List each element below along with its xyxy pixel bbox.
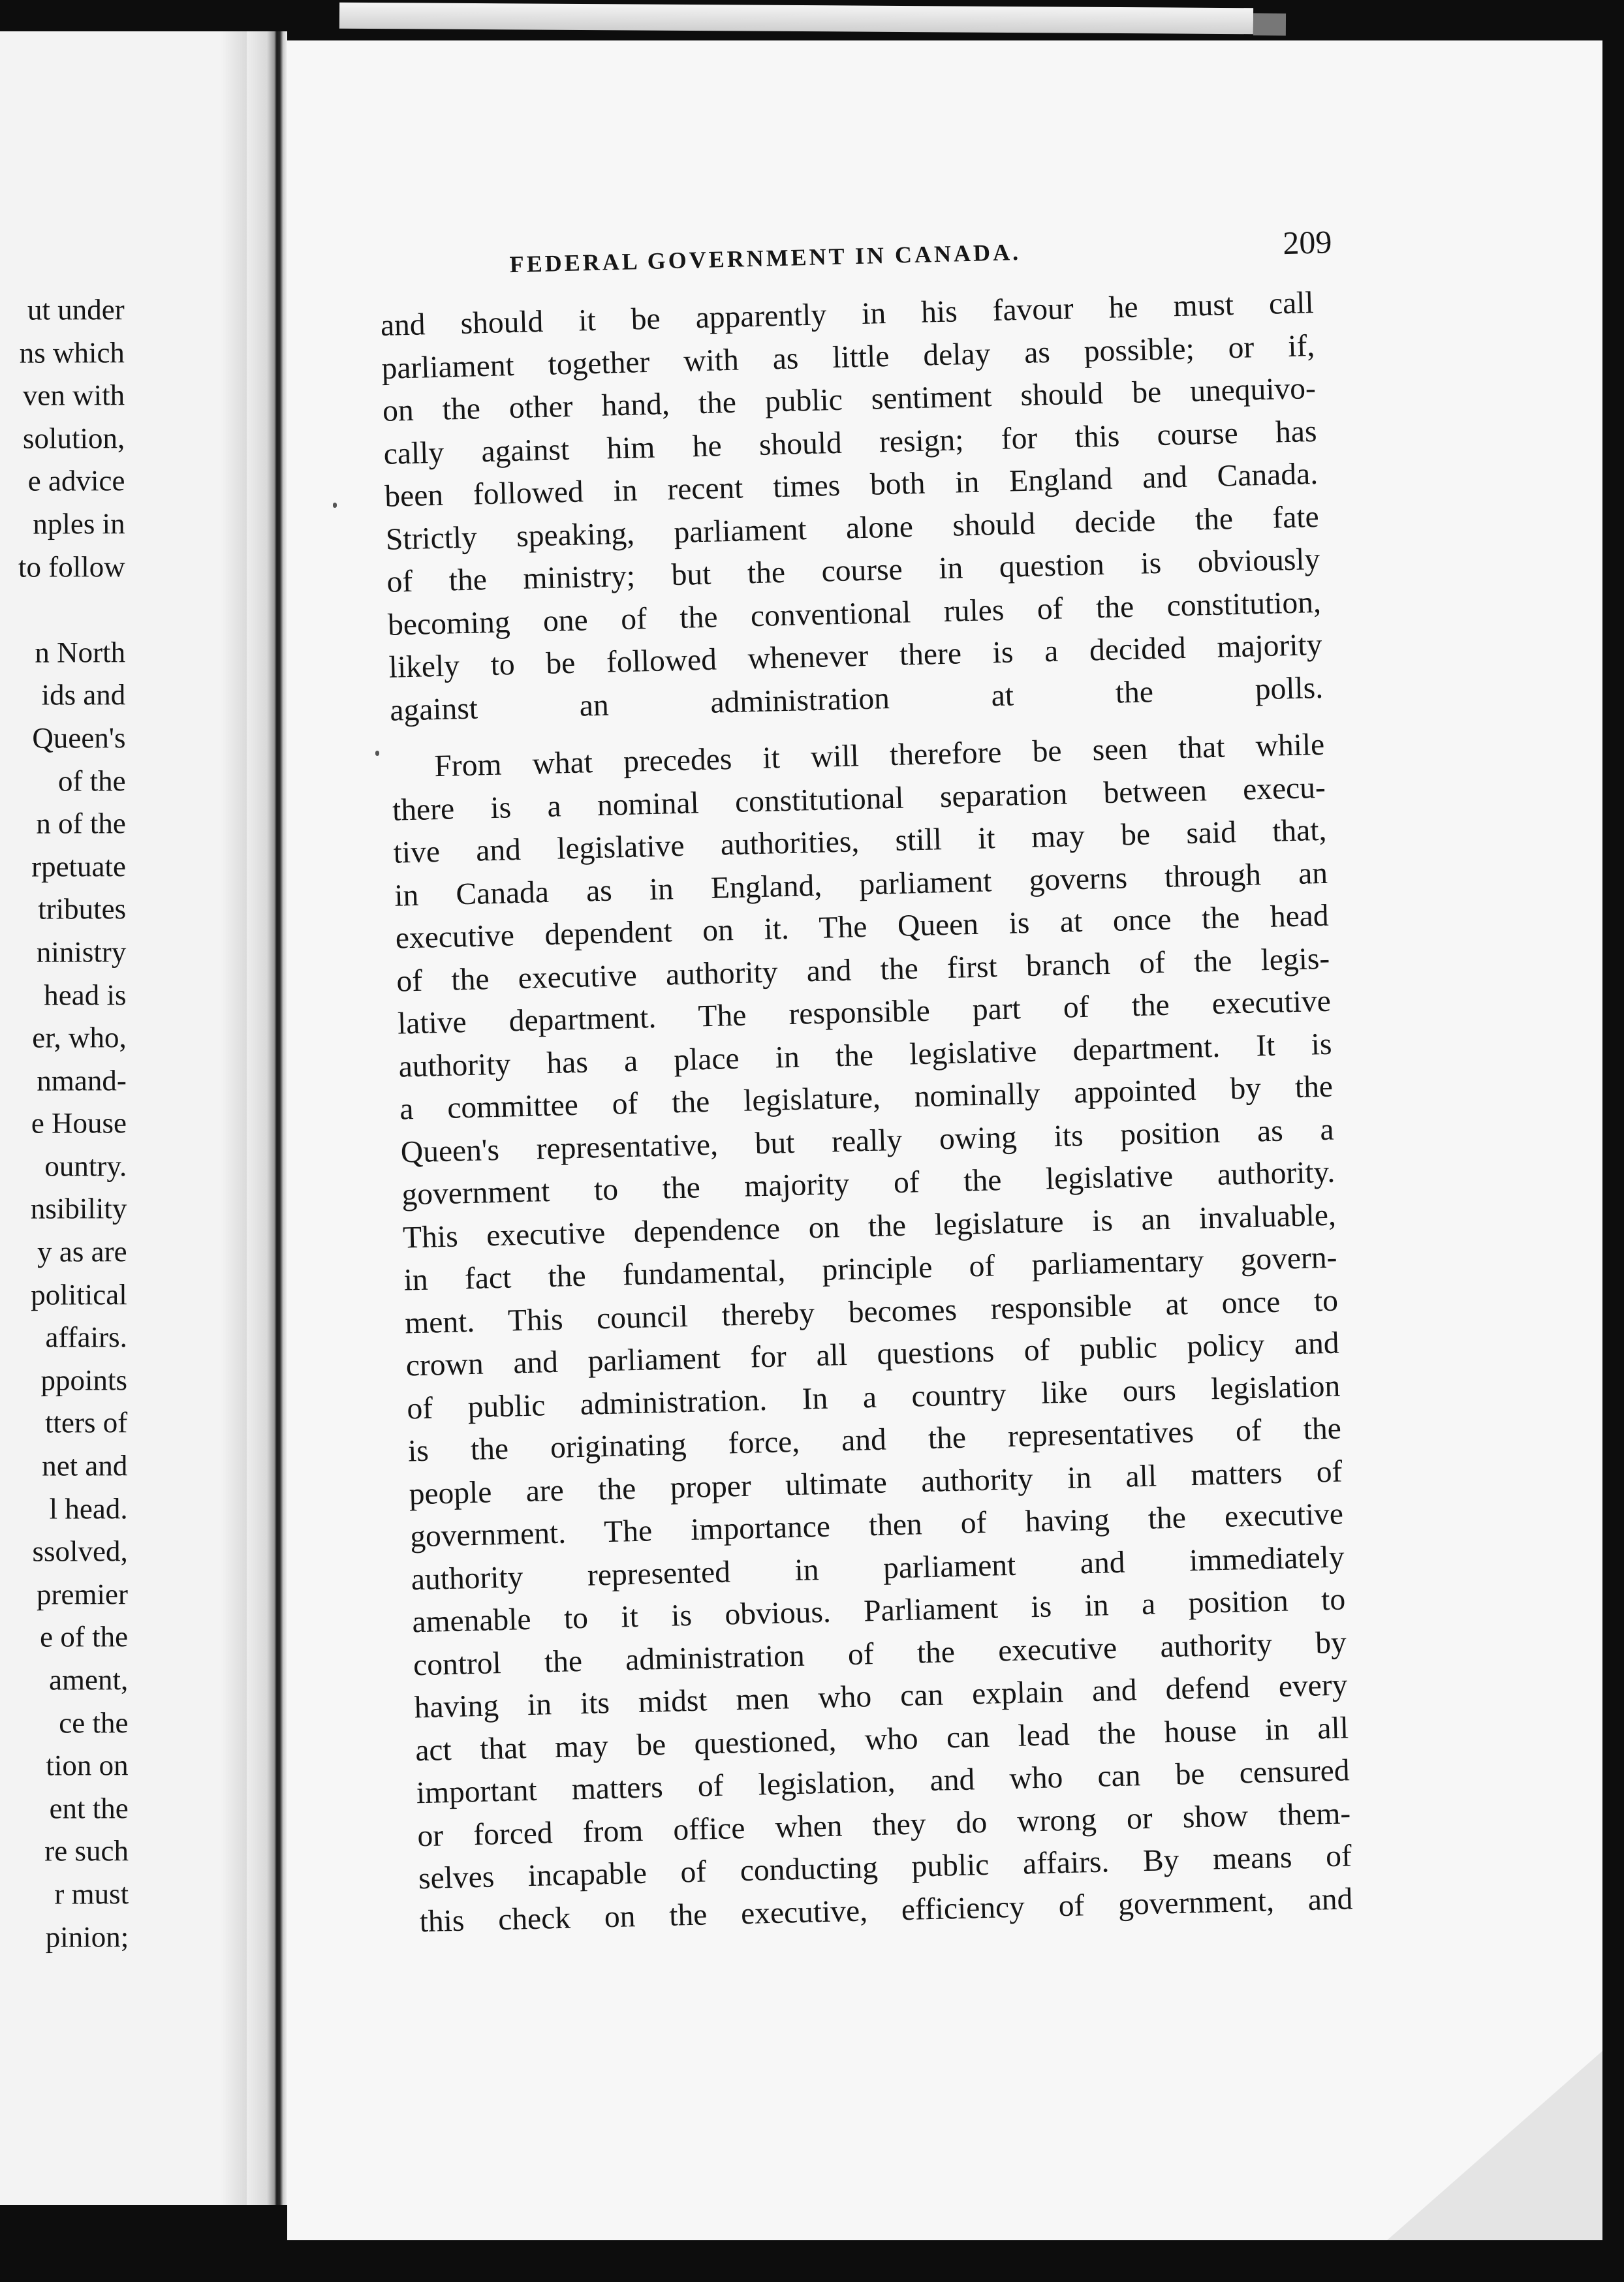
main-page: [287, 40, 1602, 2240]
body-line: is the originating force, and the representatives of the: [407, 1411, 1342, 1469]
body-line: there is a nominal constitutional separation between execu-: [392, 770, 1326, 828]
left-page-line: n of the: [36, 807, 126, 840]
page-text-block: [379, 223, 1353, 1943]
body-line: act that may be questioned, who can lead the house in all: [414, 1710, 1349, 1768]
left-page-line: l head.: [49, 1492, 128, 1525]
body-line: and should it be apparently in his favour he must call: [380, 286, 1315, 343]
left-page-line: nmand-: [37, 1063, 127, 1097]
body-line: This executive dependence on the legislature is an invaluable,: [402, 1198, 1337, 1255]
body-line: authority has a place in the legislative department. It is: [398, 1027, 1332, 1084]
left-page-line: head is: [44, 978, 127, 1012]
body-line: tive and legislative authorities, still it may be said that,: [393, 813, 1327, 870]
left-page-line: er, who,: [32, 1021, 127, 1054]
body-line: on the other hand, the public sentiment should be unequivo-: [382, 371, 1317, 428]
print-speck: [333, 503, 337, 508]
body-line: likely to be followed whenever there is a decided majority: [388, 627, 1322, 685]
body-line: government to the majority of the legislative authority.: [401, 1155, 1335, 1212]
body-line: From what precedes it will therefore be seen that while: [433, 727, 1325, 784]
body-line: control the administration of the executive authority by: [413, 1625, 1347, 1682]
body-line: executive dependent on it. The Queen is at once the head: [395, 898, 1330, 956]
body-line: selves incapable of conducting public affairs. By means of: [418, 1839, 1352, 1896]
left-page-line: nsibility: [30, 1192, 127, 1226]
left-page-shade: [221, 31, 247, 2205]
left-page-text: [0, 289, 129, 1960]
body-paragraph: [380, 282, 1324, 732]
left-page-line: ament,: [48, 1663, 129, 1696]
left-page-line: to follow: [18, 550, 125, 584]
body-line: Queen's representative, but really owing its position as a: [400, 1112, 1335, 1170]
body-line: government. The importance then of having the executive: [409, 1497, 1344, 1554]
left-page-line: ns which: [19, 336, 125, 369]
left-page-line: ids and: [41, 678, 126, 711]
left-page-line: tters of: [44, 1406, 128, 1439]
print-speck: [375, 751, 379, 756]
body-line: against an administration at the polls.: [389, 670, 1324, 728]
left-page-line: tributes: [38, 892, 127, 926]
left-page-line: [0, 588, 125, 632]
body-line: of public administration. In a country like ours legislation: [406, 1369, 1341, 1426]
body-line: parliament together with as little delay as possible; or if,: [381, 328, 1315, 386]
left-page-line: ut under: [27, 293, 125, 326]
body-line: in Canada as in England, parliament governs through an: [394, 856, 1328, 913]
body-line: becoming one of the conventional rules of the constitution,: [387, 585, 1322, 642]
left-page-line: premier: [36, 1578, 128, 1611]
body-line: in fact the fundamental, principle of parliamentary govern-: [403, 1240, 1337, 1298]
body-paragraph: [391, 724, 1353, 1943]
page-number: 209: [1282, 223, 1332, 262]
left-page-line: Queen's: [32, 721, 126, 755]
body-text: [380, 282, 1353, 1943]
left-page-line: pinion;: [45, 1920, 129, 1954]
left-page-line: rpetuate: [31, 849, 127, 883]
body-line: a committee of the legislature, nominally appointed by the: [399, 1069, 1334, 1127]
body-line: ment. This council thereby becomes responsible at once to: [404, 1283, 1339, 1340]
strip-shadow: [1253, 13, 1286, 35]
book-gutter: [247, 31, 287, 2205]
body-line: cally against him he should resign; for this course has: [383, 414, 1317, 471]
body-line: lative department. The responsible part of the executive: [397, 984, 1332, 1041]
body-line: crown and parliament for all questions of public policy and: [405, 1326, 1340, 1383]
left-page-line: ountry.: [44, 1149, 127, 1183]
left-page-line: e House: [31, 1106, 127, 1140]
left-page-line: affairs.: [45, 1321, 127, 1354]
left-page-line: r must: [54, 1877, 129, 1911]
body-line: having in its midst men who can explain and defend every: [414, 1668, 1348, 1725]
body-line: of the executive authority and the first branch of the legis-: [396, 941, 1330, 999]
left-page-line: n North: [35, 635, 126, 669]
left-page-line: y as are: [37, 1235, 127, 1268]
left-page-line: net and: [42, 1449, 128, 1482]
left-page-line: re such: [44, 1834, 129, 1868]
left-facing-page: [0, 31, 247, 2205]
running-head-title: FEDERAL GOVERNMENT IN CANADA.: [509, 238, 1022, 278]
left-page-line: e advice: [27, 464, 125, 497]
body-line: this check on the executive, efficiency of government, and: [419, 1881, 1353, 1939]
body-line: Strictly speaking, parliament alone should decide the fate: [385, 499, 1320, 557]
body-line: amenable to it is obvious. Parliament is in a position to: [411, 1582, 1346, 1640]
left-page-line: ent the: [49, 1791, 129, 1825]
left-page-line: ce the: [59, 1706, 129, 1740]
left-page-line: e of the: [40, 1620, 129, 1653]
left-page-line: ppoints: [40, 1364, 128, 1397]
body-line: or forced from office when they do wrong or show them-: [416, 1796, 1351, 1853]
left-page-line: ninistry: [36, 935, 127, 969]
left-page-line: solution,: [22, 421, 125, 455]
left-page-line: nples in: [33, 507, 125, 540]
left-page-line: of the: [57, 764, 126, 798]
body-line: people are the proper ultimate authority in all matters of: [409, 1454, 1343, 1511]
body-line: important matters of legislation, and who can be censured: [416, 1753, 1351, 1811]
left-page-line: tion on: [46, 1749, 129, 1782]
left-page-line: political: [31, 1277, 127, 1311]
body-line: been followed in recent times both in England and Canada.: [384, 456, 1319, 514]
page-corner-fold: [1387, 2051, 1602, 2240]
body-line: of the ministry; but the course in question is obviously: [386, 542, 1320, 599]
left-page-line: ssolved,: [32, 1535, 128, 1568]
body-line: authority represented in parliament and immediately: [411, 1539, 1345, 1597]
left-page-line: ven with: [22, 379, 125, 412]
top-paper-strip: [339, 3, 1253, 35]
